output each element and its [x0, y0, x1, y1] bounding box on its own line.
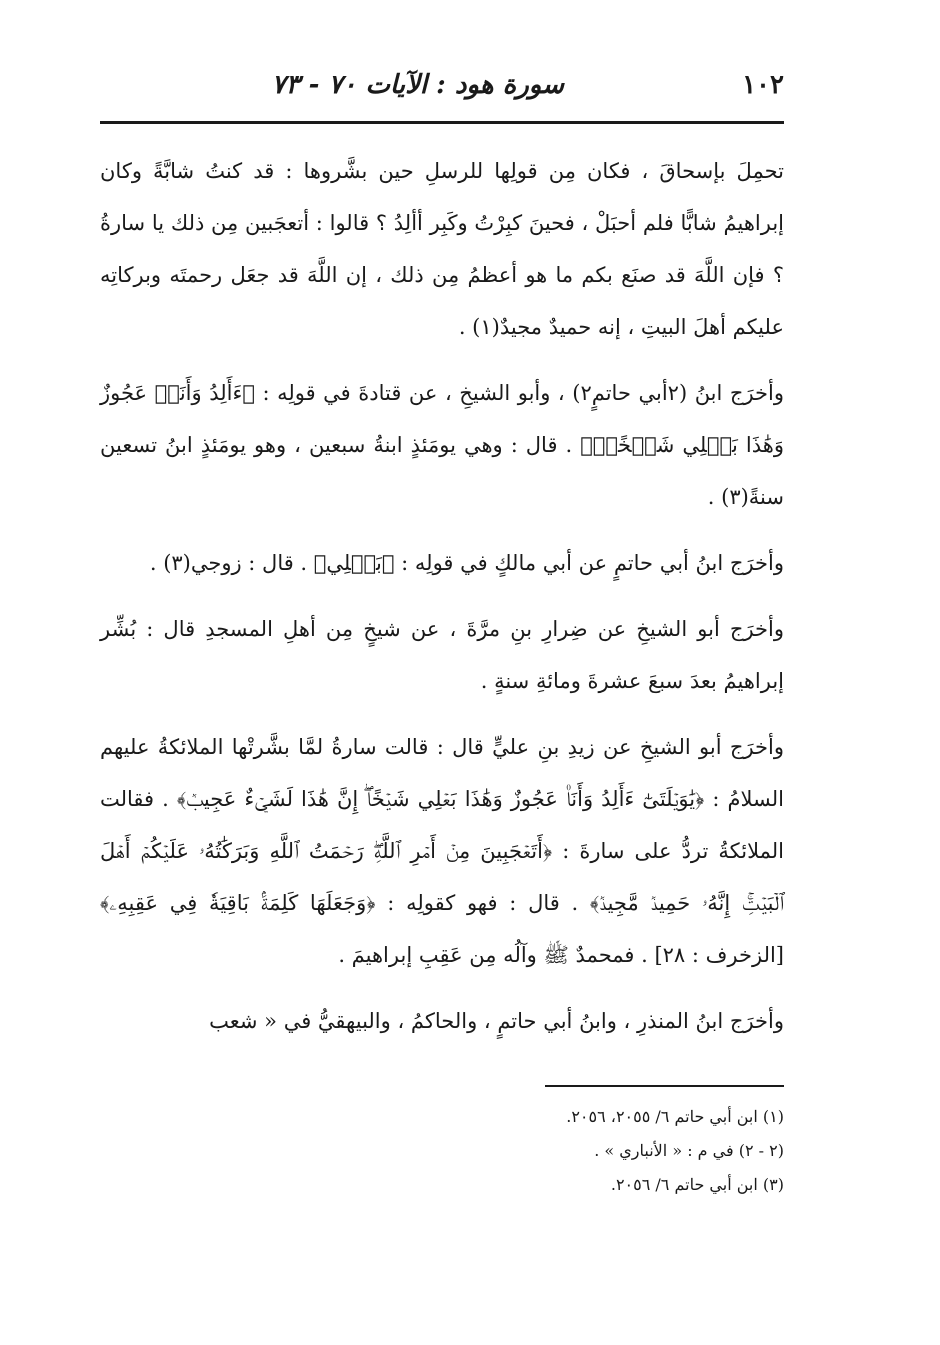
- footnote: (١) ابن أبي حاتم ٦/ ٢٠٥٥، ٢٠٥٦.: [566, 1107, 784, 1126]
- footnote-rule: [545, 1085, 784, 1087]
- paragraph: تحمِلَ بإسحاقَ ، فكان مِن قولِها للرسلِ حين بشَّروها : قد كنتُ شابَّةً وكان إبراهيمُ شابًّا فلم أحبَلْ ، فحينَ كبِرْتُ وكَبِر أألِدُ ؟ قالوا : أتعجَبين مِن ذلك يا سارةُ ؟ فإن اللَّهَ قد صنَع بكم ما هو أعظمُ مِن ذلك ، إن اللَّهَ قد جعَل رحمتَه وبركاتِه عليكم أهلَ البيتِ ، إنه حميدٌ مجيدٌ(١) .: [100, 159, 784, 339]
- main-text: [100, 145, 784, 1061]
- paragraph: وأخرَج ابنُ (٢أبي حاتمٍ٢) ، وأبو الشيخِ ، عن قتادةَ في قولِه : ﴿ءَأَلِدُ وَأَنَا۠ عَجُوزٌ وَهَٰذَا بَعۡلِي شَيۡخًاۖ﴾ . قال : وهي يومَئذٍ ابنةُ سبعين ، وهو يومَئذٍ ابنُ تسعين سنةً(٣) .: [100, 381, 784, 509]
- page-number: ١٠٢: [742, 70, 784, 100]
- paragraph: وأخرَج ابنُ المنذرِ ، وابنُ أبي حاتمٍ ، والحاكمُ ، والبيهقيُّ في « شعب: [209, 1009, 784, 1033]
- paragraph: وأخرَج ابنُ أبي حاتمٍ عن أبي مالكٍ في قولِه : ﴿بَعۡلِي﴾ . قال : زوجي(٣) .: [149, 551, 784, 575]
- paragraph: وأخرَج أبو الشيخِ عن زيدِ بنِ عليٍّ قال : قالت سارةُ لمَّا بشَّرتْها الملائكةُ عليهم السلامُ : ﴿يَٰوَيۡلَتَىٰٓ ءَأَلِدُ وَأَنَا۠ عَجُوزٌ وَهَٰذَا بَعۡلِي شَيۡخًاۖ إِنَّ هَٰذَا لَشَيۡءٌ عَجِيبٞ﴾ . فقالت الملائكةُ تردُّ على سارةَ : ﴿أَتَعۡجَبِينَ مِنۡ أَمۡرِ ٱللَّهِۖ رَحۡمَتُ ٱللَّهِ وَبَرَكَٰتُهُۥ عَلَيۡكُمۡ أَهۡلَ ٱلۡبَيۡتِۚ إِنَّهُۥ حَمِيدٞ مَّجِيدٞ﴾ . قال : فهو كقولِه : ﴿وَجَعَلَهَا كَلِمَةَۢ بَاقِيَةٗ فِي عَقِبِهِۦ﴾ [الزخرف : ٢٨] . فمحمدٌ ﷺ وآلُه مِن عَقِبِ إبراهيمَ .: [100, 735, 784, 967]
- footnote: (٣) ابن أبي حاتم ٦/ ٢٠٥٦.: [610, 1175, 784, 1194]
- running-title: سورة هود : الآيات ٧٠ - ٧٣: [271, 70, 564, 100]
- footnote: (٢ - ٢) في م : « الأنباري » .: [594, 1141, 784, 1160]
- page-header: [100, 60, 784, 110]
- footnotes: [100, 1100, 784, 1202]
- header-rule: [100, 121, 784, 124]
- paragraph: وأخرَج أبو الشيخِ عن ضِرارِ بنِ مرَّةَ ، عن شيخٍ مِن أهلِ المسجدِ قال : بُشِّر إبراهيمُ بعدَ سبعَ عشرةَ ومائةِ سنةٍ .: [100, 617, 784, 693]
